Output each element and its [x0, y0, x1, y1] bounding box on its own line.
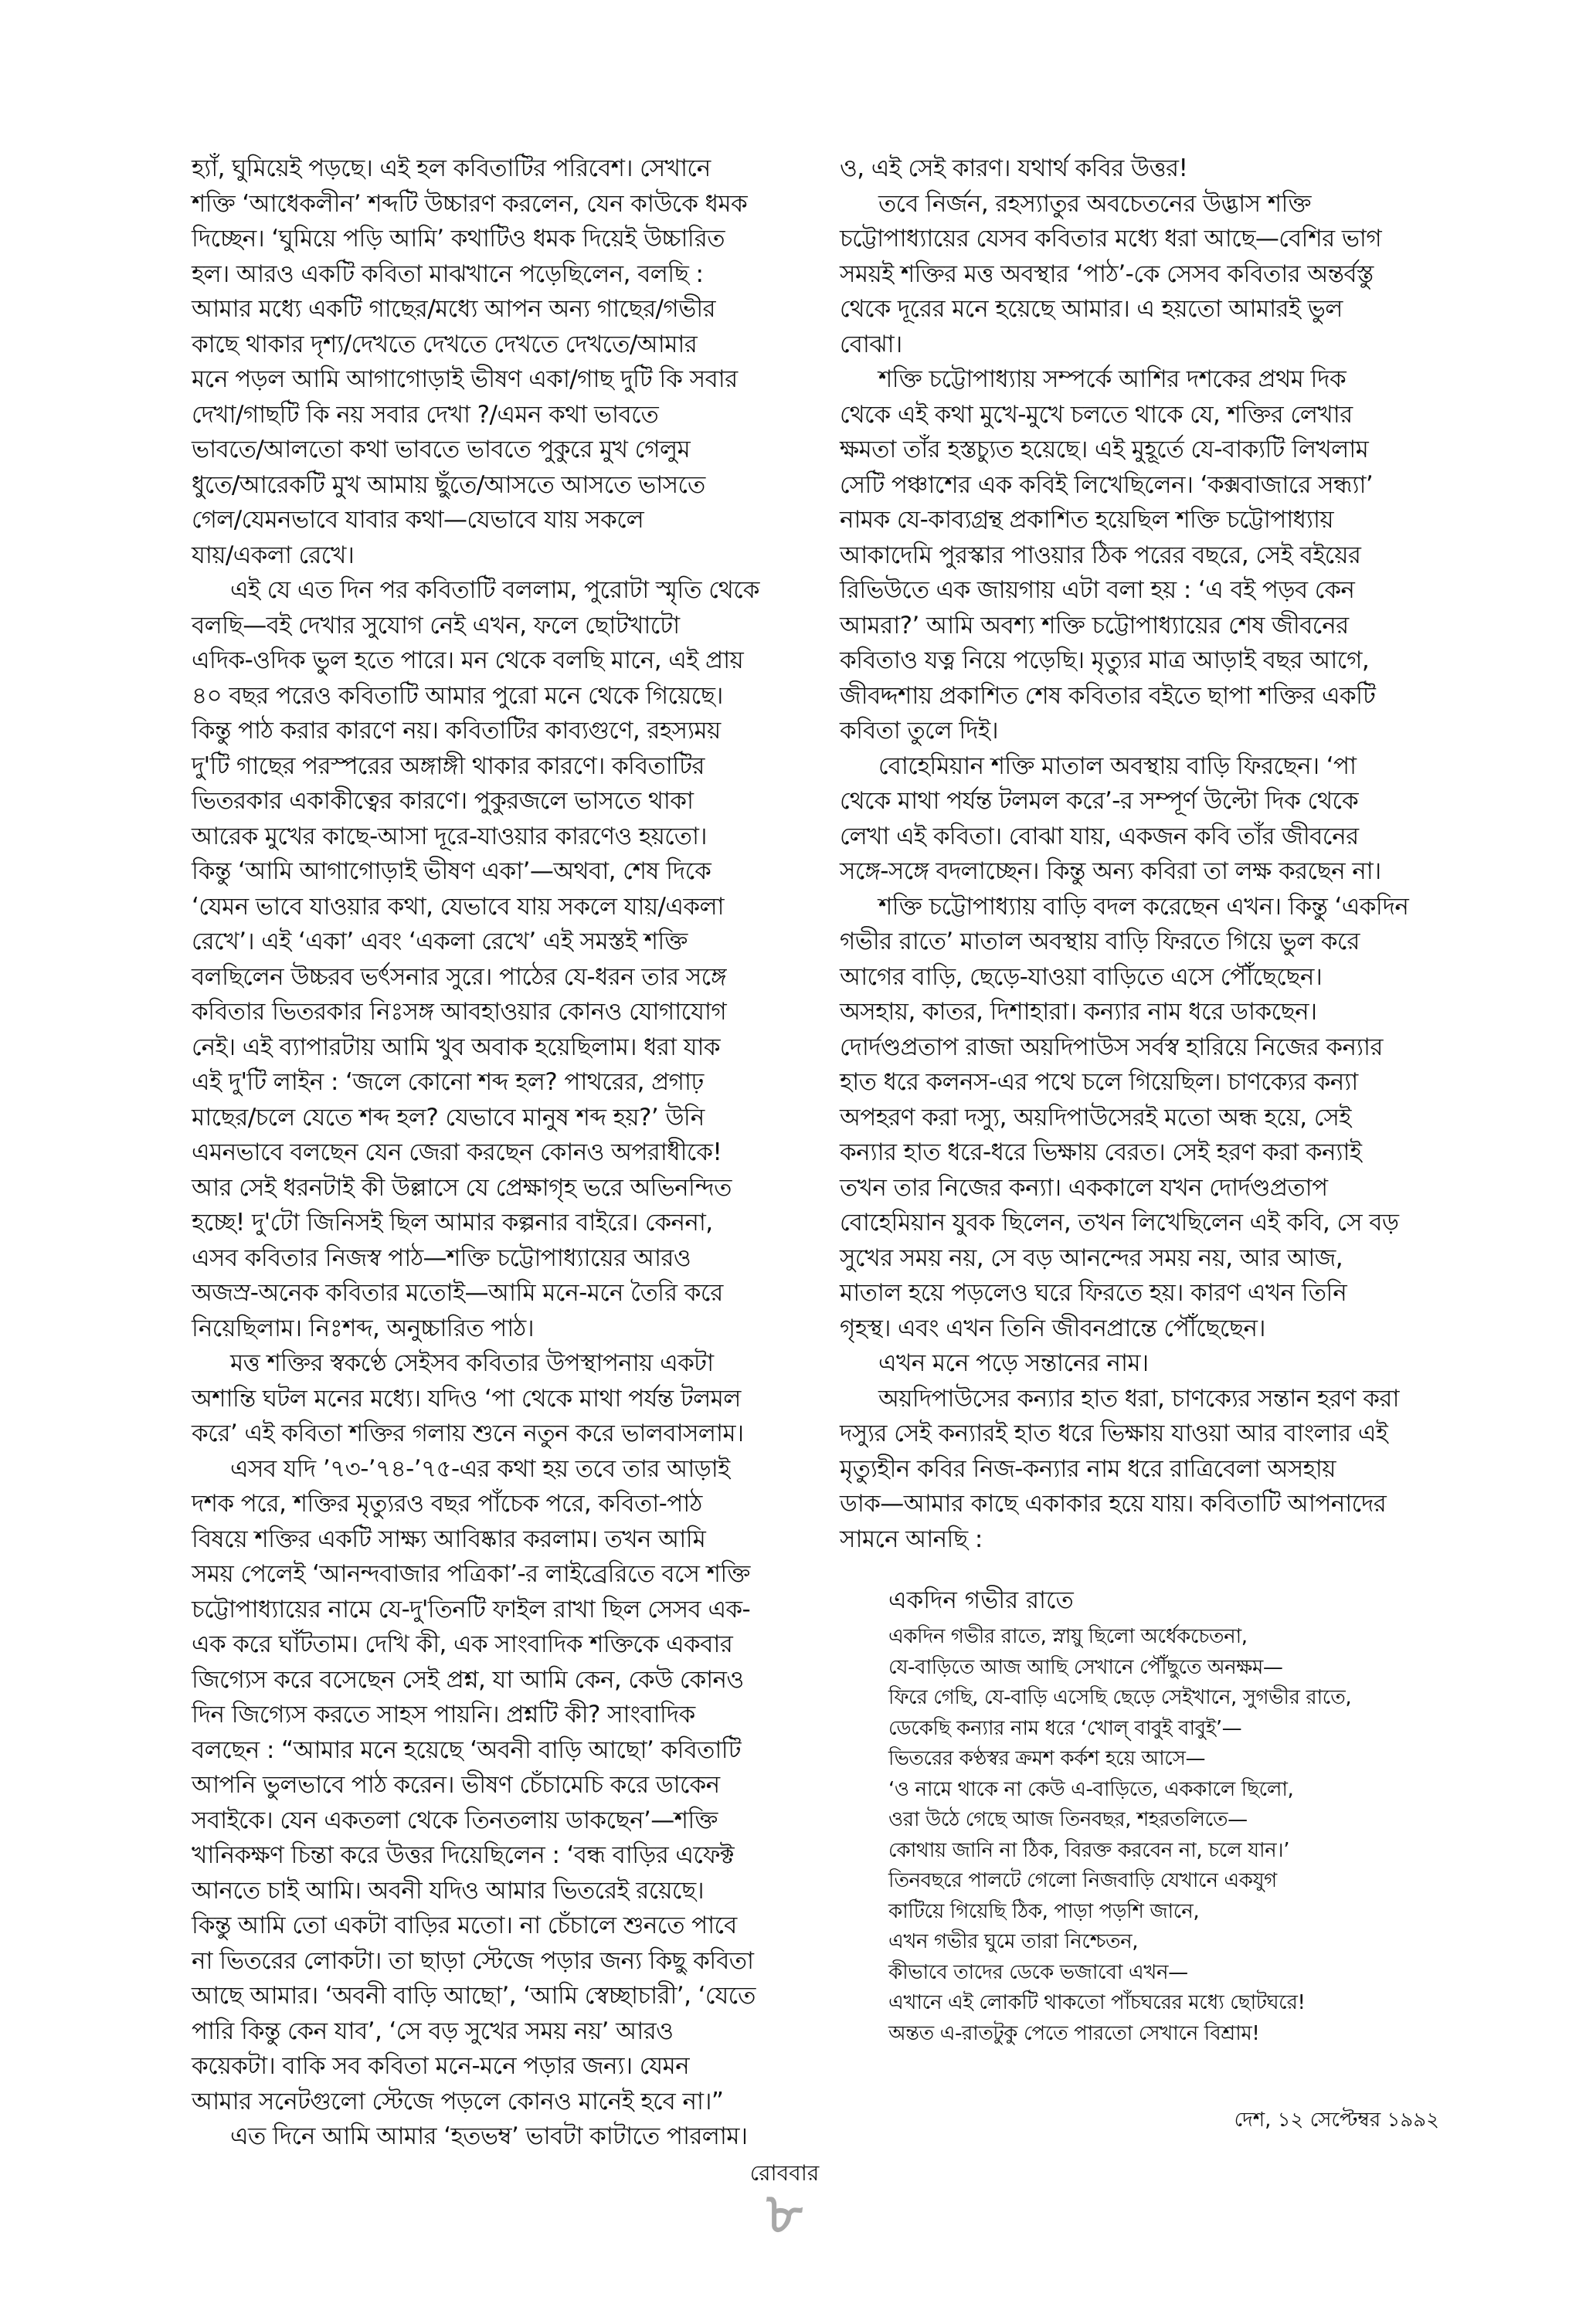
text-line: আগের বাড়ি, ছেড়ে-যাওয়া বাড়িতে এসে পৌঁছেছেন। — [840, 962, 1323, 991]
text-line: রিভিউতে এক জায়গায় এটা বলা হয় : ‘এ বই পড়ব কেন — [840, 576, 1355, 604]
text-line: এখন মনে পড়ে সন্তানের নাম। — [878, 1349, 1149, 1377]
text-line: আমার মধ্যে একটি গাছের/মধ্যে আপন অন্য গাছের/গভীর — [192, 295, 715, 323]
text-line: থেকে এই কথা মুখে-মুখে চলতে থাকে যে, শক্তির লেখার — [840, 400, 1353, 429]
text-line: গভীর রাতে’ মাতাল অবস্থায় বাড়ি ফিরতে গিয়ে ভুল করে — [840, 928, 1360, 955]
poem-line: অন্তত এ-রাতটুকু পেতে পারতো সেখানে বিশ্রাম! — [888, 2021, 1260, 2045]
text-line: ৪০ বছর পরেও কবিতাটি আমার পুরো মনে থেকে গিয়েছে। — [192, 681, 723, 710]
text-line: সামনে আনছি : — [840, 1525, 983, 1553]
text-line: না ভিতরের লোকটা। তা ছাড়া স্টেজে পড়ার জন্য কিছু কবিতা — [192, 1946, 754, 1975]
text-line: রেখে’। এই ‘একা’ এবং ‘একলা রেখে’ এই সমস্তই শক্তি — [192, 928, 688, 955]
poem-line: কীভাবে তাদের ডেকে ভজাবো এখন— — [888, 1960, 1188, 1984]
text-line: অজস্র-অনেক কবিতার মতোই—আমি মনে-মনে তৈরি করে — [192, 1279, 723, 1307]
text-line: অসহায়, কাতর, দিশাহারা। কন্যার নাম ধরে ডাকছেন। — [840, 998, 1317, 1026]
text-line: মাছের/চলে যেতে শব্দ হল? যেভাবে মানুষ শব্দ হয়?’ উনি — [192, 1103, 705, 1131]
text-line: দিচ্ছেন। ‘ঘুমিয়ে পড়ি আমি’ কথাটিও ধমক দিয়েই উচ্চারিত — [192, 225, 725, 253]
text-line: এসব কবিতার নিজস্ব পাঠ—শক্তি চট্টোপাধ্যায়ের আরও — [192, 1243, 691, 1272]
text-line: বলছি—বই দেখার সুযোগ নেই এখন, ফলে ছোটখাটো — [192, 611, 680, 640]
text-line: এই দু'টি লাইন : ‘জলে কোনো শব্দ হল? পাথরের, প্রগাঢ় — [192, 1068, 704, 1096]
text-line: ক্ষমতা তাঁর হস্তচ্যুত হয়েছে। এই মুহূর্তে যে-বাক্যটি লিখলাম — [840, 436, 1369, 463]
text-line: বোহেমিয়ান শক্তি মাতাল অবস্থায় বাড়ি ফিরছেন। ‘পা — [878, 751, 1357, 780]
text-line: পারি কিন্তু কেন যাব’, ‘সে বড় সুখের সময় নয়’ আরও — [192, 2017, 674, 2045]
text-line: শক্তি চট্টোপাধ্যায় সম্পর্কে আশির দশকের প্রথম দিক — [878, 365, 1347, 393]
text-line: অশান্তি ঘটল মনের মধ্যে। যদিও ‘পা থেকে মাথা পর্যন্ত টলমল — [192, 1384, 741, 1413]
text-line: কবিতাও যত্ন নিয়ে পড়েছি। মৃত্যুর মাত্র আড়াই বছর আগে, — [840, 646, 1370, 674]
text-line: এই যে এত দিন পর কবিতাটি বললাম, পুরোটা স্মৃতি থেকে — [230, 576, 759, 604]
text-line: সেটি পঞ্চাশের এক কবিই লিখেছিলেন। ‘কক্সবাজারে সন্ধ্যা’ — [840, 470, 1374, 499]
text-line: ডাক—আমার কাছে একাকার হয়ে যায়। কবিতাটি আপনাদের — [840, 1490, 1387, 1518]
text-line: কিন্তু পাঠ করার কারণে নয়। কবিতাটির কাব্যগুণে, রহস্যময় — [192, 717, 721, 745]
text-line: আকাদেমি পুরস্কার পাওয়ার ঠিক পরের বছরে, সেই বইয়ের — [840, 541, 1361, 569]
text-line: এক করে ঘাঁটতাম। দেখি কী, এক সাংবাদিক শক্তিকে একবার — [192, 1630, 733, 1658]
text-line: কিন্তু আমি তো একটা বাড়ির মতো। না চেঁচালে শুনতে পাবে — [192, 1912, 737, 1939]
text-line: হল। আরও একটি কবিতা মাঝখানে পড়েছিলেন, বলছি : — [192, 260, 704, 288]
poem-line: তিনবছরে পালটে গেলো নিজবাড়ি যেখানে একযুগ — [888, 1869, 1277, 1892]
left-column — [192, 151, 786, 2155]
text-line: জিগ্যেস করে বসেছেন সেই প্রশ্ন, যা আমি কেন, কেউ কোনও — [192, 1665, 744, 1694]
text-line: এসব যদি ’৭৩-’৭৪-’৭৫-এর কথা হয় তবে তার আড়াই — [230, 1454, 730, 1483]
poem-line: কোথায় জানি না ঠিক, বিরক্ত করবেন না, চলে যান।’ — [888, 1838, 1290, 1862]
poem-line: ফিরে গেছি, যে-বাড়ি এসেছি ছেড়ে সেইখানে, সুগভীর রাতে, — [888, 1686, 1352, 1709]
page-number: ৮ — [766, 2181, 803, 2246]
text-line: আমার সনেটগুলো স্টেজে পড়লে কোনও মানেই হবে না।” — [192, 2087, 724, 2115]
text-line: চট্টোপাধ্যায়ের নামে যে-দু'তিনটি ফাইল রাখা ছিল সেসব এক- — [192, 1595, 751, 1623]
text-line: কবিতার ভিতরকার নিঃসঙ্গ আবহাওয়ার কোনও যোগাযোগ — [192, 998, 727, 1026]
text-line: বলছিলেন উচ্চরব ভর্ৎসনার সুরে। পাঠের যে-ধরন তার সঙ্গে — [192, 962, 726, 991]
text-line: আপনি ভুলভাবে পাঠ করেন। ভীষণ চেঁচামেচি করে ডাকেন — [192, 1771, 720, 1799]
text-line: আছে আমার। ‘অবনী বাড়ি আছো’, ‘আমি স্বেচ্ছাচারী’, ‘যেতে — [192, 1982, 756, 2010]
text-line: মাতাল হয়ে পড়লেও ঘরে ফিরতে হয়। কারণ এখন তিনি — [840, 1279, 1347, 1307]
text-line: এমনভাবে বলছেন যেন জেরা করছেন কোনও অপরাধীকে! — [192, 1138, 722, 1166]
text-line: আমরা?’ আমি অবশ্য শক্তি চট্টোপাধ্যায়ের শেষ জীবনের — [840, 611, 1349, 640]
text-line: কন্যার হাত ধরে-ধরে ভিক্ষায় বেরত। সেই হরণ করা কন্যাই — [840, 1138, 1362, 1166]
text-line: এদিক-ওদিক ভুল হতে পারে। মন থেকে বলছি মানে, এই প্রায় — [192, 646, 744, 674]
text-line: মত্ত শক্তির স্বকণ্ঠে সেইসব কবিতার উপস্থাপনায় একটা — [230, 1349, 714, 1377]
text-line: ও, এই সেই কারণ। যথার্থ কবির উত্তর! — [840, 154, 1188, 182]
text-line: কবিতা তুলে দিই। — [840, 717, 998, 745]
text-line: মনে পড়ল আমি আগাগোড়াই ভীষণ একা/গাছ দুটি কি সবার — [192, 365, 738, 393]
text-line: হ্যাঁ, ঘুমিয়েই পড়ছে। এই হল কবিতাটির পরিবেশ। সেখানে — [192, 154, 711, 182]
text-line: ভাবতে/আলতো কথা ভাবতে ভাবতে পুকুরে মুখ গেলুম — [192, 436, 691, 463]
text-line: থেকে মাথা পর্যন্ত টলমল করে’-র সম্পূর্ণ উল্টো দিক থেকে — [840, 787, 1359, 815]
text-line: সময় পেলেই ‘আনন্দবাজার পত্রিকা’-র লাইব্রেরিতে বসে শক্তি — [192, 1560, 750, 1588]
text-line: এত দিনে আমি আমার ‘হতভম্ব’ ভাবটা কাটাতে পারলাম। — [230, 2122, 748, 2150]
text-line: সবাইকে। যেন একতলা থেকে তিনতলায় ডাকছেন’—শক্তি — [192, 1806, 718, 1834]
text-line: নামক যে-কাব্যগ্রন্থ প্রকাশিত হয়েছিল শক্তি চট্টোপাধ্যায় — [840, 506, 1334, 534]
text-line: থেকে দূরের মনে হয়েছে আমার। এ হয়তো আমারই ভুল — [840, 295, 1343, 323]
text-line: ‘যেমন ভাবে যাওয়ার কথা, যেভাবে যায় সকলে যায়/একলা — [192, 892, 724, 921]
text-line: গৃহস্থ। এবং এখন তিনি জীবনপ্রান্তে পৌঁছেছেন। — [840, 1314, 1265, 1342]
text-line: আনতে চাই আমি। অবনী যদিও আমার ভিতরেই রয়েছে। — [192, 1876, 705, 1905]
quoted-poem — [888, 1583, 1476, 2049]
poem-body — [888, 1622, 1476, 2049]
text-line: সময়ই শক্তির মত্ত অবস্থার ‘পাঠ’-কে সেসব কবিতার অন্তর্বস্তু — [840, 260, 1374, 288]
text-line: দশক পরে, শক্তির মৃত্যুরও বছর পাঁচেক পরে, কবিতা-পাঠ — [192, 1490, 702, 1518]
text-line: খানিকক্ষণ চিন্তা করে উত্তর দিয়েছিলেন : ‘বন্ধ বাড়ির এফেক্ট — [192, 1841, 735, 1869]
text-line: গেল/যেমনভাবে যাবার কথা—যেভাবে যায় সকলে — [192, 506, 644, 534]
right-column — [840, 151, 1450, 1557]
text-line: সঙ্গে-সঙ্গে বদলাচ্ছেন। কিন্তু অন্য কবিরা তা লক্ষ করছেন না। — [840, 857, 1381, 885]
poem-line: ভিতরের কণ্ঠস্বর ক্রমশ কর্কশ হয়ে আসে— — [888, 1747, 1206, 1770]
poem-line: একদিন গভীর রাতে, স্নায়ু ছিলো অর্ধেকচেতনা, — [888, 1625, 1248, 1648]
text-line: বলছেন : “আমার মনে হয়েছে ‘অবনী বাড়ি আছো’ কবিতাটি — [192, 1735, 741, 1764]
text-line: কয়েকটা। বাকি সব কবিতা মনে-মনে পড়ার জন্য। যেমন — [192, 2052, 690, 2080]
poem-line: যে-বাড়িতে আজ আছি সেখানে পৌঁছুতে অনক্ষম— — [888, 1655, 1283, 1679]
text-line: করে’ এই কবিতা শক্তির গলায় শুনে নতুন করে ভালবাসলাম। — [192, 1420, 744, 1447]
text-line: ভিতরকার একাকীত্বের কারণে। পুকুরজলে ভাসতে থাকা — [192, 787, 694, 815]
text-line: হচ্ছে! দু'টো জিনিসই ছিল আমার কল্পনার বাইরে। কেননা, — [192, 1209, 713, 1237]
poem-line: ‘ও নামে থাকে না কেউ এ-বাড়িতে, এককালে ছিলো, — [888, 1777, 1294, 1801]
text-line: দোর্দণ্ডপ্রতাপ রাজা অয়দিপাউস সর্বস্ব হারিয়ে নিজের কন্যার — [840, 1033, 1383, 1061]
text-line: দস্যুর সেই কন্যারই হাত ধরে ভিক্ষায় যাওয়া আর বাংলার এই — [840, 1420, 1388, 1447]
poem-title: একদিন গভীর রাতে — [888, 1586, 1074, 1614]
text-line: আরেক মুখের কাছে-আসা দূরে-যাওয়ার কারণেও হয়তো। — [192, 822, 707, 850]
text-line: কাছে থাকার দৃশ্য/দেখতে দেখতে দেখতে দেখতে/আমার — [192, 330, 698, 358]
text-line: কিন্তু ‘আমি আগাগোড়াই ভীষণ একা’—অথবা, শেষ দিকে — [192, 857, 711, 885]
poem-line: এখানে এই লোকটি থাকতো পাঁচঘরের মধ্যে ছোটঘরে! — [888, 1991, 1306, 2014]
poem-line: ডেকেছি কন্যার নাম ধরে ‘খোল্ বাবুই বাবুই’— — [888, 1716, 1242, 1740]
text-line: বিষয়ে শক্তির একটি সাক্ষ্য আবিষ্কার করলাম। তখন আমি — [192, 1525, 706, 1553]
text-line: নেই। এই ব্যাপারটায় আমি খুব অবাক হয়েছিলাম। ধরা যাক — [192, 1033, 720, 1061]
text-line: যায়/একলা রেখে। — [192, 541, 355, 569]
text-line: শক্তি চট্টোপাধ্যায় বাড়ি বদল করেছেন এখন। কিন্তু ‘একদিন — [878, 892, 1409, 921]
text-line: শক্তি ‘আধেকলীন’ শব্দটি উচ্চারণ করলেন, যেন কাউকে ধমক — [192, 189, 748, 218]
footer-section-label: রোববার — [749, 2160, 820, 2186]
text-line: দেখা/গাছটি কি নয় সবার দেখা ?/এমন কথা ভাবতে — [192, 400, 659, 429]
text-line: দিন জিগ্যেস করতে সাহস পায়নি। প্রশ্নটি কী? সাংবাদিক — [192, 1701, 695, 1729]
text-line: অয়দিপাউসের কন্যার হাত ধরা, চাণক্যের সন্তান হরণ করা — [878, 1384, 1399, 1413]
poem-line: ওরা উঠে গেছে আজ তিনবছর, শহরতলিতে— — [888, 1808, 1248, 1831]
text-line: নিয়েছিলাম। নিঃশব্দ, অনুচ্চারিত পাঠ। — [192, 1314, 535, 1342]
text-line: লেখা এই কবিতা। বোঝা যায়, একজন কবি তাঁর জীবনের — [840, 822, 1359, 850]
poem-line: কাটিয়ে গিয়েছি ঠিক, পাড়া পড়শি জানে, — [888, 1899, 1200, 1923]
text-line: তবে নির্জন, রহস্যাতুর অবচেতনের উদ্ভাস শক্তি — [878, 189, 1311, 218]
text-line: সুখের সময় নয়, সে বড় আনন্দের সময় নয়, আর আজ, — [840, 1243, 1343, 1272]
text-line: অপহরণ করা দস্যু, অয়দিপাউসেরই মতো অন্ধ হয়ে, সেই — [840, 1103, 1351, 1131]
text-line: বোঝা। — [840, 330, 902, 358]
text-line: তখন তার নিজের কন্যা। এককালে যখন দোর্দণ্ডপ্রতাপ — [840, 1173, 1328, 1202]
poem-source-citation: দেশ, ১২ সেপ্টেম্বর ১৯৯২ — [1234, 2109, 1439, 2132]
text-line: হাত ধরে কলনস-এর পথে চলে গিয়েছিল। চাণক্যের কন্যা — [840, 1068, 1358, 1096]
text-line: চট্টোপাধ্যায়ের যেসব কবিতার মধ্যে ধরা আছে—বেশির ভাগ — [840, 225, 1382, 253]
text-line: মৃত্যুহীন কবির নিজ-কন্যার নাম ধরে রাত্রিবেলা অসহায় — [840, 1454, 1336, 1483]
poem-line: এখন গভীর ঘুমে তারা নিশ্চেতন, — [888, 1930, 1139, 1953]
text-line: দু'টি গাছের পরস্পরের অঙ্গাঙ্গী থাকার কারণে। কবিতাটির — [192, 751, 705, 780]
text-line: বোহেমিয়ান যুবক ছিলেন, তখন লিখেছিলেন এই কবি, সে বড় — [840, 1209, 1399, 1237]
text-line: আর সেই ধরনটাই কী উল্লাসে যে প্রেক্ষাগৃহ ভরে অভিনন্দিত — [192, 1173, 732, 1202]
text-line: জীবদ্দশায় প্রকাশিত শেষ কবিতার বইতে ছাপা শক্তির একটি — [840, 681, 1376, 710]
text-line: ধুতে/আরেকটি মুখ আমায় ছুঁতে/আসতে আসতে ভাসতে — [192, 470, 705, 499]
